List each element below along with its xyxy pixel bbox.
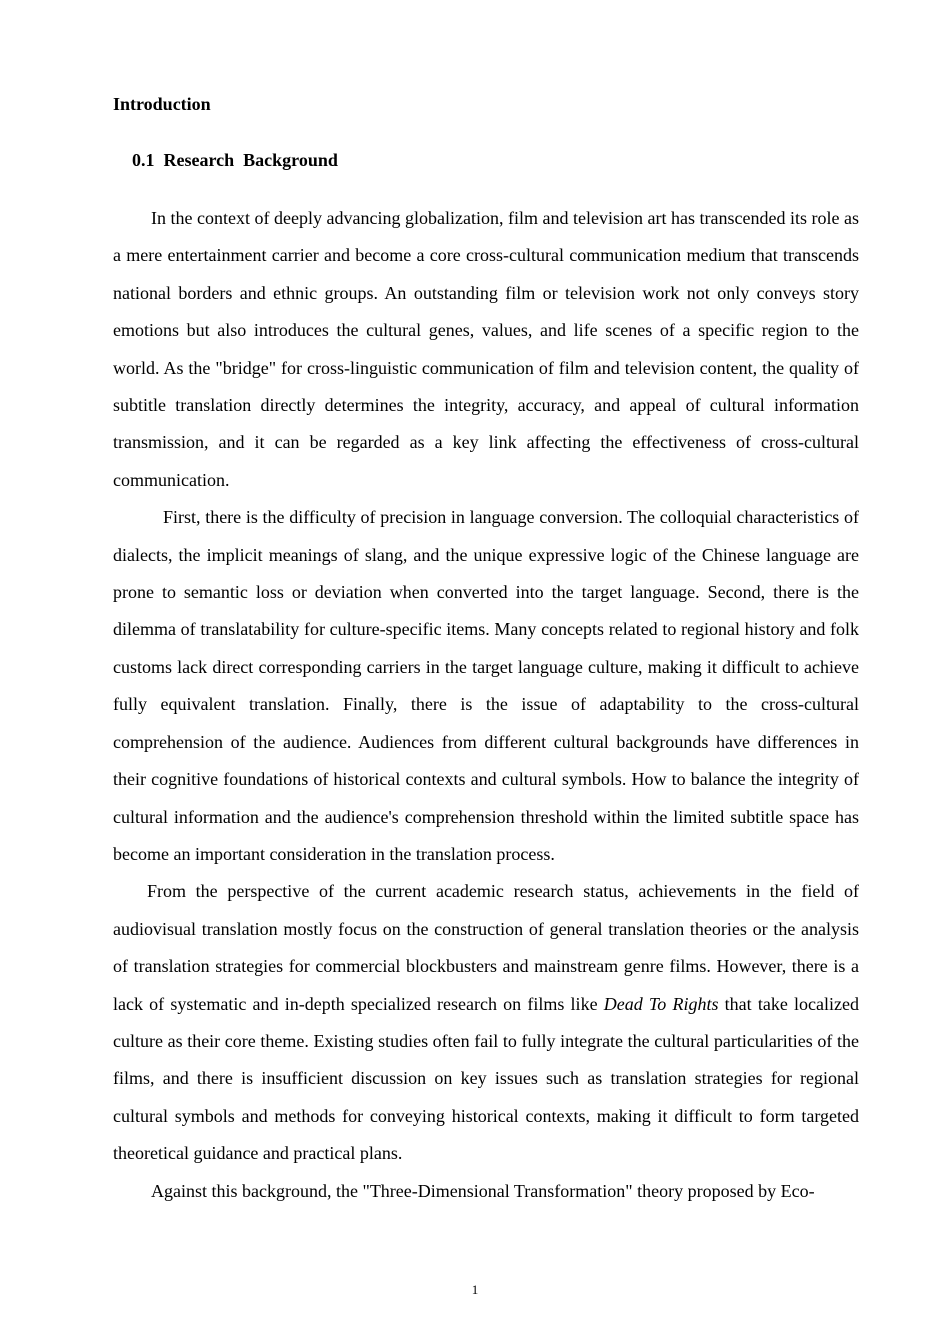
paragraph-2: First, there is the difficulty of precision in language conversion. The colloquial characteristics of dialects, the implicit meanings of slang, and the unique expressive logic of the Chinese language are prone to semantic loss or deviation when converted into the target language. Second, there is the dilemma of translatability for culture-specific items. Many concepts related to regional history and folk customs lack direct corresponding carriers in the target language culture, making it difficult to achieve fully equivalent translation. Finally, there is the issue of adaptability to the cross-cultural comprehension of the audience. Audiences from different cultural backgrounds have differences in their cognitive foundations of historical contexts and cultural symbols. How to balance the integrity of cultural information and the audience's comprehension threshold within the limited subtitle space has become an important consideration in the translation process. [113, 507, 859, 864]
paragraph-4: Against this background, the "Three-Dimensional Transformation" theory proposed by Eco- [151, 1180, 815, 1201]
paragraph-3-text-before: From the perspective of the current academic research status, achievements in the field of audiovisual translation mostly focus on the construction of general translation theories or the analysis of translation strategies for commercial blockbusters and mainstream genre films. However, there is a lack of systematic and in-depth specialized research on films like [113, 881, 859, 1014]
paragraph-1: In the context of deeply advancing globalization, film and television art has transcended its role as a mere entertainment carrier and become a core cross-cultural communication medium that transcends national borders and ethnic groups. An outstanding film or television work not only conveys story emotions but also introduces the cultural genes, values, and life scenes of a specific region to the world. As the "bridge" for cross-linguistic communication of film and television content, the quality of subtitle translation directly determines the integrity, accuracy, and appeal of cultural information transmission, and it can be regarded as a key link affecting the effectiveness of cross-cultural communication. [113, 208, 859, 490]
paragraph-3-text-after: that take localized culture as their core theme. Existing studies often fail to fully integrate the cultural particularities of the films, and there is insufficient discussion on key issues such as translation strategies for regional cultural symbols and methods for conveying historical contexts, making it difficult to form targeted theoretical guidance and practical plans. [113, 993, 859, 1164]
page-number: 1 [471, 1282, 479, 1297]
section-heading: 0.1 Research Background [132, 150, 338, 170]
chapter-heading: Introduction [113, 94, 211, 114]
film-title: Dead To Rights [603, 993, 719, 1014]
page-body [113, 88, 859, 1210]
paragraph-3 [113, 873, 859, 1172]
